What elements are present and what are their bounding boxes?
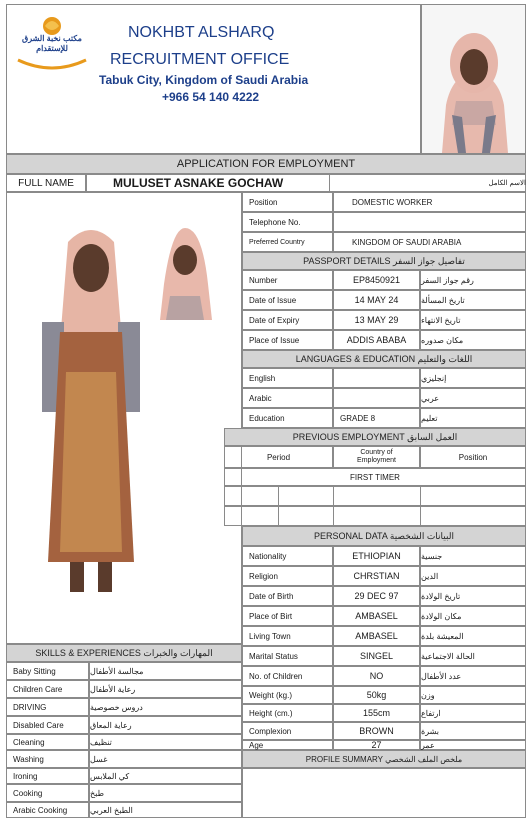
arabic-value: [333, 388, 420, 408]
religion-value: CHRSTIAN: [333, 566, 420, 586]
full-name-label: FULL NAME: [6, 174, 86, 192]
employment-empty-row: [224, 506, 526, 526]
complexion-label: Complexion: [242, 722, 333, 740]
birth-place-value: AMBASEL: [333, 606, 420, 626]
skill-arabic: طبخ: [89, 784, 242, 802]
office-city: Tabuk City, Kingdom of Saudi Arabia: [99, 73, 309, 87]
skill-label: Baby Sitting: [6, 662, 89, 680]
height-label: Height (cm.): [242, 704, 333, 722]
employment-grid-line: [420, 486, 421, 526]
skill-label: Cleaning: [6, 734, 89, 750]
skills-header: SKILLS & EXPERIENCES المهارات والخبرات: [6, 644, 242, 662]
age-arabic: عمر: [420, 740, 526, 750]
arabic-arabic: عربي: [420, 388, 526, 408]
skill-label: Cooking: [6, 784, 89, 802]
arabic-label: Arabic: [242, 388, 333, 408]
portrait-photo: [152, 226, 218, 320]
skill-label: Ironing: [6, 768, 89, 784]
age-value: 27: [333, 740, 420, 750]
employment-col-position: Position: [420, 446, 526, 468]
profile-summary-header: PROFILE SUMMARY ملخص الملف الشخصي: [242, 750, 526, 768]
form-title: APPLICATION FOR EMPLOYMENT: [6, 154, 526, 174]
birth-date-value: 29 DEC 97: [333, 586, 420, 606]
passport-number-value: EP8450921: [333, 270, 420, 290]
issue-place-label: Place of Issue: [242, 330, 333, 350]
skill-label: Children Care: [6, 680, 89, 698]
skill-label: Washing: [6, 750, 89, 768]
full-body-photo: [36, 222, 146, 600]
profile-summary-box: [242, 768, 526, 818]
nationality-value: ETHIOPIAN: [333, 546, 420, 566]
issue-place-arabic: مكان صدوره: [420, 330, 526, 350]
weight-value: 50kg: [333, 686, 420, 704]
skill-arabic: تنظيف: [89, 734, 242, 750]
personal-header: PERSONAL DATA البيانات الشخصية: [242, 526, 526, 546]
expiry-date-label: Date of Expiry: [242, 310, 333, 330]
position-label: Position: [242, 192, 333, 212]
birth-date-arabic: تاريخ الولادة: [420, 586, 526, 606]
religion-label: Religion: [242, 566, 333, 586]
skill-label: Arabic Cooking: [6, 802, 89, 818]
education-arabic: تعليم: [420, 408, 526, 428]
children-arabic: عدد الأطفال: [420, 666, 526, 686]
weight-arabic: وزن: [420, 686, 526, 704]
issue-date-arabic: تاريخ المسألة: [420, 290, 526, 310]
employment-header: PREVIOUS EMPLOYMENT العمل السابق: [224, 428, 526, 446]
children-value: NO: [333, 666, 420, 686]
expiry-date-arabic: تاريخ الانتهاء: [420, 310, 526, 330]
portrait-image: [422, 5, 525, 153]
nationality-label: Nationality: [242, 546, 333, 566]
header-photo: [421, 4, 526, 154]
birth-place-label: Place of Birt: [242, 606, 333, 626]
religion-arabic: الدين: [420, 566, 526, 586]
english-label: English: [242, 368, 333, 388]
skill-arabic: مجالسة الأطفال: [89, 662, 242, 680]
position-value: DOMESTIC WORKER: [333, 192, 526, 212]
living-town-arabic: المعيشة بلدة: [420, 626, 526, 646]
passport-header: PASSPORT DETAILS تفاصيل جواز السفر: [242, 252, 526, 270]
employment-grid-line: [333, 486, 334, 526]
age-label: Age: [242, 740, 333, 750]
telephone-label: Telephone No.: [242, 212, 333, 232]
expiry-date-value: 13 MAY 29: [333, 310, 420, 330]
office-phone: +966 54 140 4222: [162, 90, 260, 104]
employment-col-period: Period: [224, 446, 333, 468]
english-value: [333, 368, 420, 388]
marital-status-arabic: الحالة الاجتماعية: [420, 646, 526, 666]
skill-arabic: رعاية المعاق: [89, 716, 242, 734]
full-name-value: MULUSET ASNAKE GOCHAW: [86, 174, 330, 192]
children-label: No. of Children: [242, 666, 333, 686]
marital-status-label: Marital Status: [242, 646, 333, 666]
preferred-country-label: Preferred Country: [242, 232, 333, 252]
marital-status-value: SINGEL: [333, 646, 420, 666]
skill-arabic: غسل: [89, 750, 242, 768]
height-arabic: ارتفاع: [420, 704, 526, 722]
nationality-arabic: جنسية: [420, 546, 526, 566]
education-value: GRADE 8: [333, 408, 420, 428]
employment-col-country: Country of Employment: [333, 446, 420, 468]
employment-empty-row: [224, 486, 526, 506]
weight-label: Weight (kg.): [242, 686, 333, 704]
complexion-arabic: بشرة: [420, 722, 526, 740]
issue-date-label: Date of Issue: [242, 290, 333, 310]
office-type: RECRUITMENT OFFICE: [110, 51, 290, 68]
skill-arabic: الطبخ العربي: [89, 802, 242, 818]
complexion-value: BROWN: [333, 722, 420, 740]
preferred-country-value: KINGDOM OF SAUDI ARABIA: [333, 232, 526, 252]
education-label: Education: [242, 408, 333, 428]
office-name: NOKHBT ALSHARQ: [128, 24, 275, 41]
birth-date-label: Date of Birth: [242, 586, 333, 606]
height-value: 155cm: [333, 704, 420, 722]
living-town-value: AMBASEL: [333, 626, 420, 646]
employment-grid-line: [278, 486, 279, 526]
employment-note: FIRST TIMER: [224, 468, 526, 486]
skill-arabic: دروس خصوصية: [89, 698, 242, 716]
telephone-value: [333, 212, 526, 232]
skill-label: Disabled Care: [6, 716, 89, 734]
issue-place-value: ADDIS ABABA: [333, 330, 420, 350]
birth-place-arabic: مكان الولادة: [420, 606, 526, 626]
skill-arabic: رعاية الأطفال: [89, 680, 242, 698]
logo-arabic-text: مكتب نخبة الشرق للإستقدام: [22, 34, 82, 53]
english-arabic: إنجليزي: [420, 368, 526, 388]
issue-date-value: 14 MAY 24: [333, 290, 420, 310]
full-name-arabic: الاسم الكامل: [488, 180, 526, 187]
passport-number-arabic: رقم جواز السفر: [420, 270, 526, 290]
skill-arabic: كي الملابس: [89, 768, 242, 784]
languages-header: LANGUAGES & EDUCATION اللغات والتعليم: [242, 350, 526, 368]
passport-number-label: Number: [242, 270, 333, 290]
living-town-label: Living Town: [242, 626, 333, 646]
skill-label: DRIVING: [6, 698, 89, 716]
